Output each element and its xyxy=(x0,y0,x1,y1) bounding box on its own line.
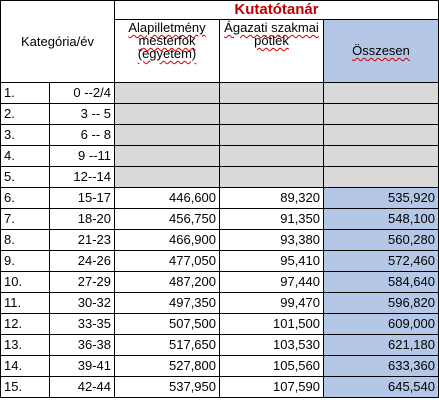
base-salary-cell[interactable]: 477,050 xyxy=(115,251,220,272)
total-cell[interactable]: 621,180 xyxy=(324,335,439,356)
sector-bonus-header-label: Ágazati szakmai pótlék xyxy=(224,20,319,48)
base-salary-cell[interactable]: 497,350 xyxy=(115,293,220,314)
year-range-cell[interactable]: 18-20 xyxy=(50,209,115,230)
row-index-cell[interactable]: 2. xyxy=(1,104,50,125)
row-index-cell[interactable]: 8. xyxy=(1,230,50,251)
total-cell[interactable] xyxy=(324,104,439,125)
total-cell[interactable]: 572,460 xyxy=(324,251,439,272)
table-row xyxy=(1,293,439,314)
sector-bonus-cell[interactable]: 89,320 xyxy=(220,188,324,209)
year-range-cell[interactable]: 42-44 xyxy=(50,377,115,398)
base-salary-cell[interactable]: 527,800 xyxy=(115,356,220,377)
year-range-cell[interactable]: 0 --2/4 xyxy=(50,83,115,104)
row-index-cell[interactable]: 6. xyxy=(1,188,50,209)
sector-bonus-cell[interactable] xyxy=(220,146,324,167)
row-index-cell[interactable]: 12. xyxy=(1,314,50,335)
base-salary-cell[interactable] xyxy=(115,125,220,146)
total-cell[interactable]: 548,100 xyxy=(324,209,439,230)
sector-bonus-cell[interactable] xyxy=(220,167,324,188)
table-row xyxy=(1,167,439,188)
total-cell[interactable] xyxy=(324,146,439,167)
sector-bonus-header[interactable] xyxy=(220,20,324,83)
row-index-cell[interactable]: 7. xyxy=(1,209,50,230)
base-salary-header-label: Alapilletmény mesterfok (egyetem) xyxy=(128,20,206,61)
year-range-cell[interactable]: 27-29 xyxy=(50,272,115,293)
table-row xyxy=(1,188,439,209)
row-index-cell[interactable]: 5. xyxy=(1,167,50,188)
year-range-cell[interactable]: 21-23 xyxy=(50,230,115,251)
year-range-cell[interactable]: 30-32 xyxy=(50,293,115,314)
sector-bonus-cell[interactable]: 105,560 xyxy=(220,356,324,377)
table-row xyxy=(1,335,439,356)
table-row xyxy=(1,272,439,293)
row-index-cell[interactable]: 13. xyxy=(1,335,50,356)
base-salary-cell[interactable]: 466,900 xyxy=(115,230,220,251)
table-row xyxy=(1,356,439,377)
table-row xyxy=(1,209,439,230)
total-cell[interactable] xyxy=(324,83,439,104)
total-cell[interactable]: 560,280 xyxy=(324,230,439,251)
base-salary-cell[interactable]: 456,750 xyxy=(115,209,220,230)
sector-bonus-cell[interactable] xyxy=(220,125,324,146)
row-index-cell[interactable]: 15. xyxy=(1,377,50,398)
base-salary-cell[interactable] xyxy=(115,83,220,104)
row-index-cell[interactable]: 1. xyxy=(1,83,50,104)
sector-bonus-cell[interactable]: 107,590 xyxy=(220,377,324,398)
base-salary-cell[interactable] xyxy=(115,104,220,125)
category-header[interactable]: Kategória/év xyxy=(1,1,115,83)
base-salary-cell[interactable]: 487,200 xyxy=(115,272,220,293)
year-range-cell[interactable]: 36-38 xyxy=(50,335,115,356)
row-index-cell[interactable]: 11. xyxy=(1,293,50,314)
table-row xyxy=(1,314,439,335)
base-salary-header[interactable] xyxy=(115,20,220,83)
row-index-cell[interactable]: 3. xyxy=(1,125,50,146)
table-title[interactable]: Kutatótanár xyxy=(115,1,439,20)
sector-bonus-cell[interactable]: 103,530 xyxy=(220,335,324,356)
year-range-cell[interactable]: 33-35 xyxy=(50,314,115,335)
table-row xyxy=(1,146,439,167)
base-salary-cell[interactable]: 446,600 xyxy=(115,188,220,209)
total-header[interactable] xyxy=(324,20,439,83)
total-cell[interactable]: 633,360 xyxy=(324,356,439,377)
row-index-cell[interactable]: 14. xyxy=(1,356,50,377)
year-range-cell[interactable]: 3 -- 5 xyxy=(50,104,115,125)
year-range-cell[interactable]: 9 --11 xyxy=(50,146,115,167)
total-cell[interactable]: 535,920 xyxy=(324,188,439,209)
sector-bonus-cell[interactable]: 93,380 xyxy=(220,230,324,251)
table-row xyxy=(1,377,439,398)
base-salary-cell[interactable] xyxy=(115,146,220,167)
table-row xyxy=(1,251,439,272)
table-row xyxy=(1,83,439,104)
sector-bonus-cell[interactable]: 101,500 xyxy=(220,314,324,335)
total-cell[interactable] xyxy=(324,125,439,146)
total-cell[interactable] xyxy=(324,167,439,188)
row-index-cell[interactable]: 4. xyxy=(1,146,50,167)
sector-bonus-cell[interactable] xyxy=(220,83,324,104)
year-range-cell[interactable]: 39-41 xyxy=(50,356,115,377)
total-header-label: Összesen xyxy=(352,43,410,58)
total-cell[interactable]: 609,000 xyxy=(324,314,439,335)
sector-bonus-cell[interactable]: 99,470 xyxy=(220,293,324,314)
year-range-cell[interactable]: 15-17 xyxy=(50,188,115,209)
total-cell[interactable]: 645,540 xyxy=(324,377,439,398)
table-row xyxy=(1,230,439,251)
base-salary-cell[interactable]: 507,500 xyxy=(115,314,220,335)
sector-bonus-cell[interactable]: 91,350 xyxy=(220,209,324,230)
base-salary-cell[interactable] xyxy=(115,167,220,188)
row-index-cell[interactable]: 10. xyxy=(1,272,50,293)
sector-bonus-cell[interactable]: 95,410 xyxy=(220,251,324,272)
year-range-cell[interactable]: 24-26 xyxy=(50,251,115,272)
year-range-cell[interactable]: 6 -- 8 xyxy=(50,125,115,146)
base-salary-cell[interactable]: 517,650 xyxy=(115,335,220,356)
row-index-cell[interactable]: 9. xyxy=(1,251,50,272)
table-row xyxy=(1,125,439,146)
sector-bonus-cell[interactable]: 97,440 xyxy=(220,272,324,293)
table-row xyxy=(1,104,439,125)
year-range-cell[interactable]: 12--14 xyxy=(50,167,115,188)
sector-bonus-cell[interactable] xyxy=(220,104,324,125)
total-cell[interactable]: 596,820 xyxy=(324,293,439,314)
title-row xyxy=(1,1,439,20)
base-salary-cell[interactable]: 537,950 xyxy=(115,377,220,398)
total-cell[interactable]: 584,640 xyxy=(324,272,439,293)
